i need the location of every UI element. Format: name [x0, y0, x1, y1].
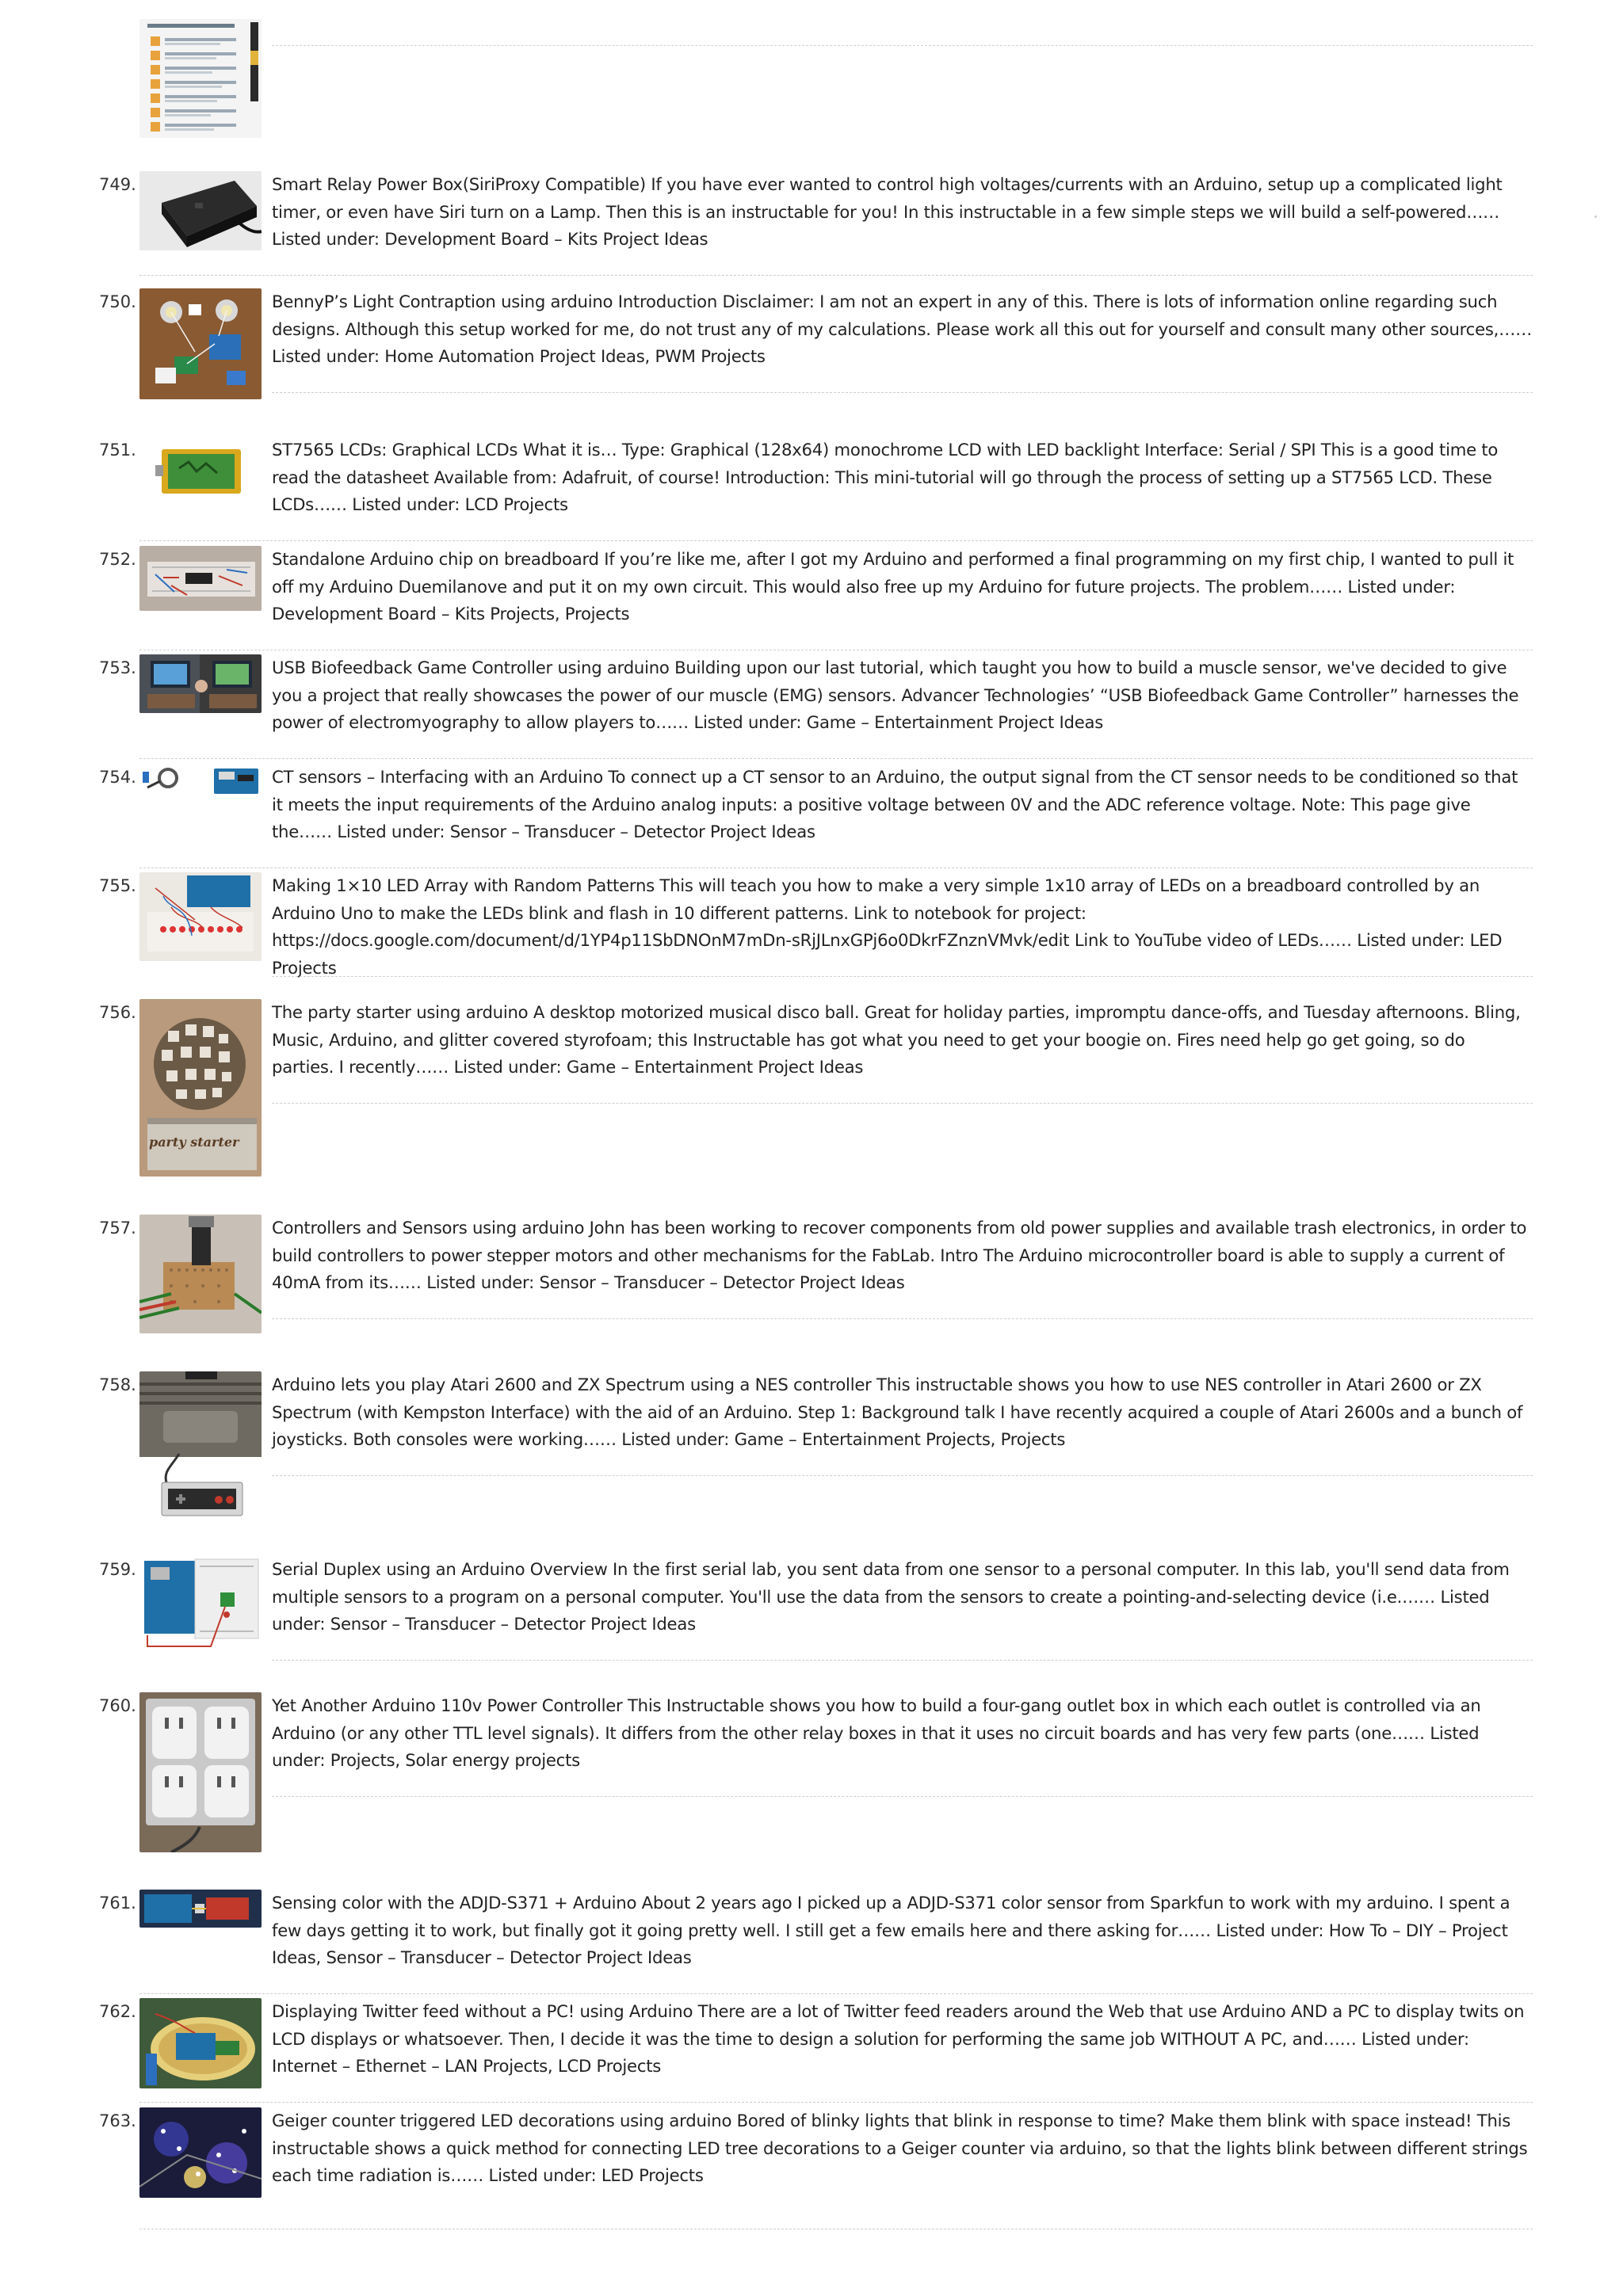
- list-item-thumbnail[interactable]: [139, 654, 262, 713]
- item-description[interactable]: USB Biofeedback Game Controller using arduino Building upon our last tutorial, which taught you how to build a muscle sensor, we've decided to give you a project that really showcases the power of our muscle (EMG) sensors. Advancer Technologies’ “USB Biofeedback Game Controller” harnesses the power of electromyography to allow players to…… Listed under: Game – Entertainment Project Ideas: [272, 658, 1519, 732]
- item-description[interactable]: Sensing color with the ADJD-S371 + Arduino About 2 years ago I picked up a ADJD-S371 color sensor from Sparkfun to work with my arduino. I spent a few days getting it to work, but finally got it going pretty well. I still get a few emails here and there asking for…… Listed under: How To – DIY – Project Ideas, Sensor – Transducer – Detector Project Ideas: [272, 1893, 1510, 1967]
- item-number: 750.: [99, 292, 136, 311]
- item-divider: [272, 1103, 1533, 1104]
- item-number: 760.: [99, 1696, 136, 1715]
- list-item-thumbnail[interactable]: [139, 872, 262, 961]
- item-number: 749.: [99, 175, 136, 194]
- item-number: 755.: [99, 876, 136, 895]
- item-description[interactable]: Serial Duplex using an Arduino Overview In the first serial lab, you sent data from one sensor to a personal computer. In this lab, you'll send data from multiple sensors to a program on a personal computer. You'll use the data from the sensors to create a pointing-and-selecting device (i.e.…… Listed under: Sensor – Transducer – Detector Project Ideas: [272, 1559, 1510, 1634]
- svg-text:party starter: party starter: [149, 1135, 239, 1150]
- item-number: 752.: [99, 550, 136, 569]
- page-edge-mark: [1594, 215, 1597, 218]
- item-description[interactable]: Displaying Twitter feed without a PC! using Arduino There are a lot of Twitter feed readers around the Web that use Arduino AND a PC to display twits on LCD displays or whatsoever. Then, I decide it was the time to design a solution for performing the same job WITHOUT A PC, and…… Listed under: Internet – Ethernet – LAN Projects, LCD Projects: [272, 2001, 1525, 2076]
- item-divider: [272, 45, 1533, 46]
- list-item-thumbnail[interactable]: [139, 288, 262, 399]
- item-description[interactable]: Standalone Arduino chip on breadboard If you’re like me, after I got my Arduino and performed a final programming on my first chip, I wanted to pull it off my Arduino Duemilanove and put it on my own circuit. This would also free up my Arduino for future projects. The problem…… Listed under: Development Board – Kits Projects, Projects: [272, 549, 1514, 624]
- item-number: 756.: [99, 1003, 136, 1022]
- item-description[interactable]: Yet Another Arduino 110v Power Controller This Instructable shows you how to build a four-gang outlet box in which each outlet is controlled via an Arduino (or any other TTL level signals). It differs from the other relay boxes in that it uses no circuit boards and has very few parts (one…… Listed under: Projects, Solar energy projects: [272, 1695, 1481, 1770]
- item-number: 754.: [99, 768, 136, 787]
- item-description[interactable]: Controllers and Sensors using arduino John has been working to recover components from old power supplies and available trash electronics, in order to build controllers to power stepper motors and other mechanisms for the FabLab. Intro The Arduino microcontroller board is able to supply a current of 40mA from its…… Listed under: Sensor – Transducer – Detector Project Ideas: [272, 1218, 1527, 1292]
- list-item-thumbnail[interactable]: [139, 444, 262, 498]
- item-description[interactable]: Arduino lets you play Atari 2600 and ZX Spectrum using a NES controller This instructable shows you how to use NES controller in Atari 2600 or ZX Spectrum (with Kempston Interface) with the aid of an Arduino. Step 1: Background talk I have recently acquired a couple of Atari 2600s and a bunch of joysticks. Both consoles were working…… Listed under: Game – Entertainment Projects, Projects: [272, 1375, 1523, 1449]
- item-divider: [139, 1993, 1533, 1994]
- item-divider: [272, 976, 1533, 977]
- item-number: 761.: [99, 1894, 136, 1913]
- item-description[interactable]: Making 1×10 LED Array with Random Patterns This will teach you how to make a very simple 1x10 array of LEDs on a breadboard controlled by an Arduino Uno to make the LEDs blink and flash in 10 different patterns. Link to notebook for project: https://docs.google.com/document/d/1YP4p11SbDNOnM7mDn-sRjJLnxGPj6o0DkrFZnznVMvk/edit Link to YouTube video of LEDs…… Listed under: LED Projects: [272, 875, 1503, 978]
- item-divider: [272, 1796, 1533, 1797]
- list-item-thumbnail[interactable]: [139, 1215, 262, 1333]
- item-divider: [139, 758, 1533, 759]
- list-item-thumbnail[interactable]: [139, 1692, 262, 1852]
- item-description[interactable]: ST7565 LCDs: Graphical LCDs What it is… Type: Graphical (128x64) monochrome LCD with LED backlight Interface: Serial / SPI This is a good time to read the datasheet Available from: Adafruit, of course! Introduction: This mini-tutorial will go through the process of setting up a ST7565 LCD. These LCDs…… Listed under: LCD Projects: [272, 440, 1499, 514]
- list-item-thumbnail[interactable]: [139, 171, 262, 250]
- list-item-thumbnail[interactable]: [139, 764, 262, 797]
- item-description[interactable]: The party starter using arduino A desktop motorized musical disco ball. Great for holiday parties, impromptu dance-offs, and Tuesday afternoons. Bling, Music, Arduino, and glitter covered styrofoam; this Instructable has got what you need to get your boogie on. Fires need help go get going, so do parties. I recently…… Listed under: Game – Entertainment Project Ideas: [272, 1002, 1521, 1077]
- item-divider: [272, 1318, 1533, 1319]
- item-description[interactable]: Geiger counter triggered LED decorations using arduino Bored of blinky lights that blink in response to time? Make them blink with space instead! This instructable shows a quick method for connecting LED tree decorations to a Geiger counter via arduino, so that the lights blink between different strings each time radiation is…… Listed under: LED Projects: [272, 2111, 1528, 2185]
- item-divider: [272, 1475, 1533, 1476]
- item-description[interactable]: BennyP’s Light Contraption using arduino Introduction Disclaimer: I am not an expert in any of this. There is lots of information online regarding such designs. Although this setup worked for me, do not trust any of my calculations. Please work all this out for yourself and consult many other sources,…… Listed under: Home Automation Project Ideas, PWM Projects: [272, 292, 1533, 366]
- item-number: 763.: [99, 2111, 136, 2130]
- list-item-thumbnail[interactable]: [139, 2107, 262, 2198]
- list-item-thumbnail[interactable]: [139, 546, 262, 611]
- item-number: 757.: [99, 1219, 136, 1238]
- item-divider: [272, 392, 1533, 393]
- item-number: 751.: [99, 441, 136, 460]
- item-description[interactable]: Smart Relay Power Box(SiriProxy Compatible) If you have ever wanted to control high voltages/currents with an Arduino, setup up a complicated light timer, or even have Siri turn on a Lamp. Then this is an instructable for you! In this instructable in a few simple steps we will build a self-powered…… Listed under: Development Board – Kits Project Ideas: [272, 174, 1503, 249]
- item-divider: [139, 2102, 1533, 2103]
- item-divider: [139, 275, 1533, 276]
- item-description[interactable]: CT sensors – Interfacing with an Arduino To connect up a CT sensor to an Arduino, the output signal from the CT sensor needs to be conditioned so that it meets the input requirements of the Arduino analog inputs: a positive voltage between 0V and the ADC reference voltage. Note: This page give the…… Listed under: Sensor – Transducer – Detector Project Ideas: [272, 767, 1518, 841]
- item-divider: [272, 1660, 1533, 1661]
- list-item-thumbnail[interactable]: [139, 1998, 262, 2088]
- item-number: 762.: [99, 2002, 136, 2021]
- list-item-thumbnail[interactable]: [139, 1890, 262, 1928]
- item-number: 759.: [99, 1560, 136, 1579]
- item-number: 753.: [99, 658, 136, 677]
- list-item-thumbnail[interactable]: [139, 19, 262, 138]
- list-item-thumbnail[interactable]: [139, 1556, 262, 1651]
- list-item-thumbnail[interactable]: [139, 999, 262, 1177]
- item-divider: [139, 540, 1533, 541]
- item-number: 758.: [99, 1375, 136, 1394]
- list-item-thumbnail[interactable]: [139, 1371, 262, 1522]
